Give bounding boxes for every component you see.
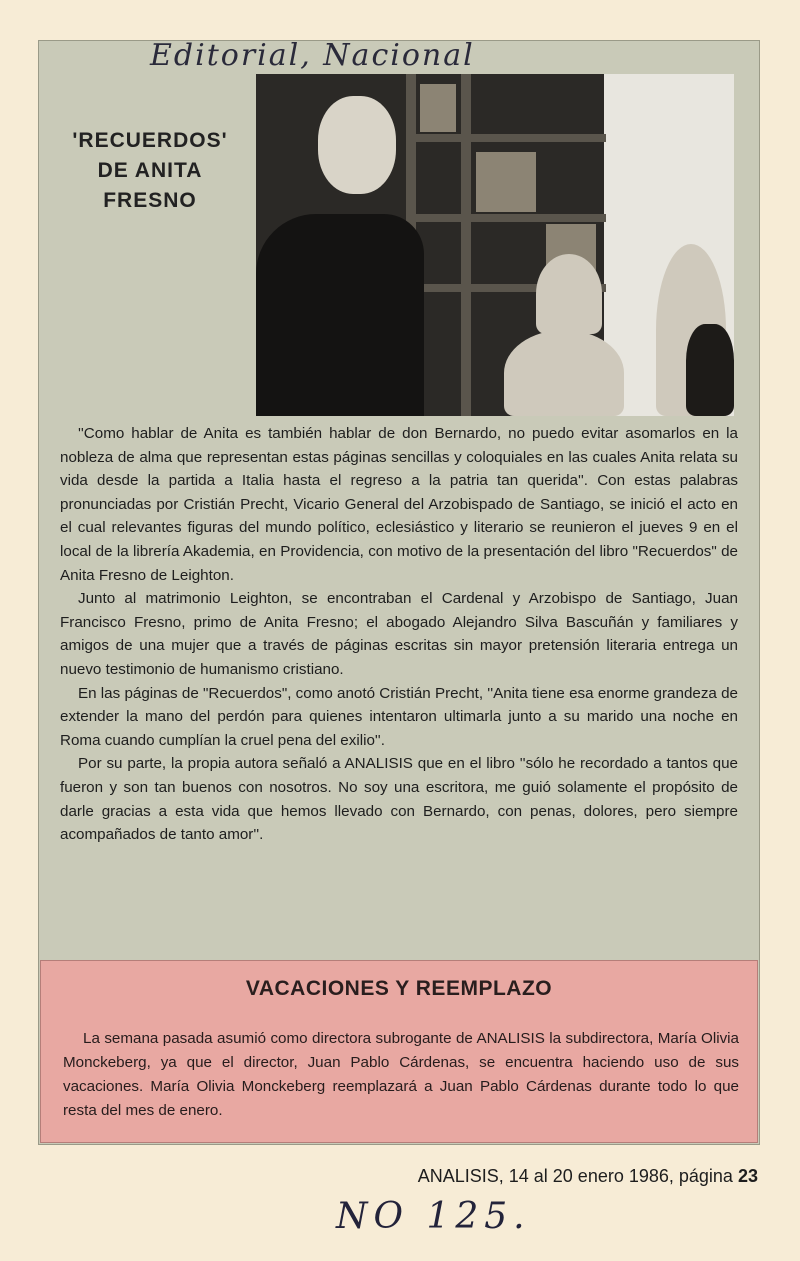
source-citation	[418, 1166, 758, 1187]
bookshelf-post	[461, 74, 471, 416]
article-title	[62, 126, 238, 216]
article-title-line-2: DE ANITA	[97, 159, 203, 182]
source-citation-text: ANALISIS, 14 al 20 enero 1986, página	[417, 1166, 733, 1186]
priest-head	[318, 96, 396, 194]
page-number: 23	[737, 1166, 758, 1186]
handwritten-note: NO 125.	[336, 1196, 531, 1237]
handwritten-header: Editorial, Nacional	[150, 38, 475, 73]
bookshelf-board	[406, 134, 606, 142]
article-paragraph-4: Por su parte, la propia autora señaló a ANALISIS que en el libro ''sólo he recordado a tantos que fueron y son tan buenos con nosotros. No soy una escritora, me guió solamente el propósito de darle gracias a esta vida que hemos llevado con Bernardo, con penas, dolores, pero siempre acompañados de tanto amor''.	[60, 755, 738, 844]
priest-figure	[256, 214, 424, 416]
article-paragraph-2: Junto al matrimonio Leighton, se encontraban el Cardenal y Arzobispo de Santiago, Juan Francisco Fresno, primo de Anita Fresno; el abogado Alejandro Silva Bascuñán y familiares y amigos de una mujer que a través de páginas escritas sin mayor pretensión literaria entrega un nuevo testimonio de humanismo cristiano.	[60, 590, 738, 678]
notice-box	[40, 960, 758, 1143]
article-paragraph-3: En las páginas de "Recuerdos", como anotó Cristián Precht, ''Anita tiene esa enorme grandeza de extender la mano del perdón para quienes intentaron ultimarla junto a su marido una noche en Roma cuando cumplían la cruel pena del exilio''.	[60, 684, 738, 749]
notice-text: La semana pasada asumió como directora subrogante de ANALISIS la subdirectora, María Olivia Monckeberg, ya que el director, Juan Pablo Cárdenas, se encuentra haciendo uso de sus vacaciones. María Olivia Monckeberg reemplazará a Juan Pablo Cárdenas durante todo lo que resta del mes de enero.	[63, 1030, 739, 1119]
notice-title: VACACIONES Y REEMPLAZO	[245, 977, 553, 1000]
audience-person	[504, 330, 624, 416]
article-photo	[256, 74, 734, 416]
article-paragraph-1: ''Como hablar de Anita es también hablar de don Bernardo, no puedo evitar asomarlos en la nobleza de alma que representan estas páginas sencillas y coloquiales en las cuales Anita relata su vida desde la partida a Italia hasta el regreso a la patria tan querida''. Con estas palabras pronunciadas por Cristián Precht, Vicario General del Arzobispado de Santiago, se inició el acto en el cual relevantes figuras del mundo político, eclesiástico y literario se reunieron el jueves 9 en el local de la librería Akademia, en Providencia, con motivo de la presentación del libro "Recuerdos" de Anita Fresno de Leighton.	[60, 425, 738, 584]
article-title-line-1: 'RECUERDOS'	[72, 129, 228, 152]
audience-person	[536, 254, 602, 334]
book	[420, 84, 456, 132]
article-body	[60, 422, 738, 847]
audience-person	[686, 324, 734, 416]
bookshelf-board	[406, 214, 606, 222]
book	[476, 152, 536, 212]
article-title-line-3: FRESNO	[103, 189, 197, 212]
